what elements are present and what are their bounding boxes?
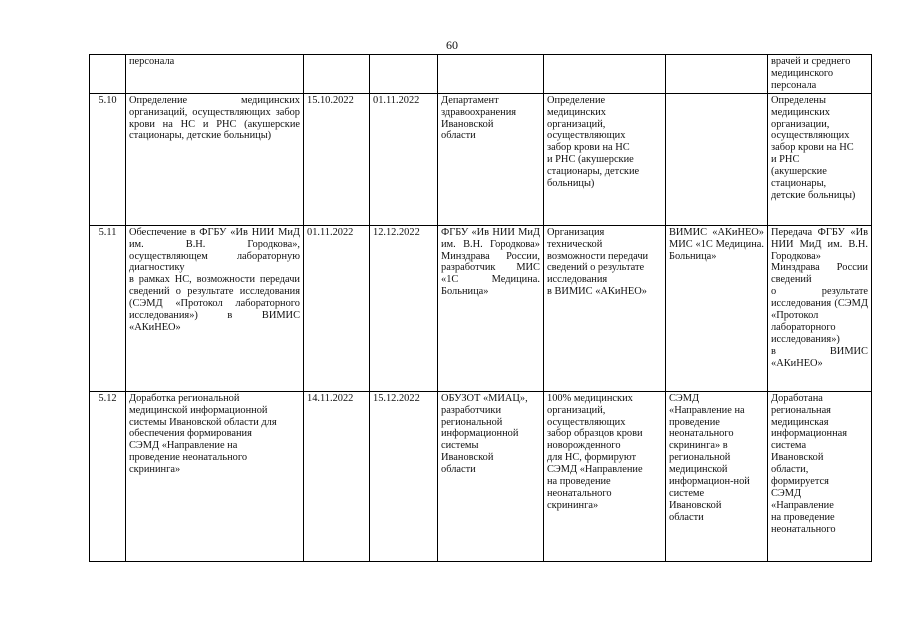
- responsible-cell: [438, 55, 544, 94]
- table-row: [90, 391, 872, 561]
- end-date-cell: 12.12.2022: [370, 225, 438, 391]
- item-number-cell: 5.12: [90, 391, 126, 561]
- responsible-cell: ОБУЗОТ «МИАЦ», разработчики региональной информационной системы Ивановской области: [438, 391, 544, 561]
- result-cell: Определены медицинских организации, осуществляющих забор крови на НС и РНС (акушерские стационары, детские больницы): [768, 93, 872, 225]
- indicator-cell: Определение медицинских организаций, осуществляющих забор крови на НС и РНС (акушерские стационары, детские больницы): [544, 93, 666, 225]
- indicator-cell: [544, 55, 666, 94]
- activity-cell: Обеспечение в ФГБУ «Ив НИИ МиД им. В.Н. Городкова», осуществляющем лабораторную диагностику в рамках НС, возможности передачи сведений о результате исследования (СЭМД «Протокол лабораторного исследования») в ВИМИС «АКиНЕО»: [126, 225, 304, 391]
- responsible-cell: Департамент здравоохранения Ивановской области: [438, 93, 544, 225]
- document-cell: ВИМИС «АКиНЕО» МИС «1С Медицина. Больница»: [666, 225, 768, 391]
- document-cell: [666, 93, 768, 225]
- indicator-cell: Организация технической возможности передачи сведений о результате исследования в ВИМИС «АКиНЕО»: [544, 225, 666, 391]
- result-cell: Передача ФГБУ «Ив НИИ МиД им. В.Н. Городкова» Минздрава России сведений о результате исследования (СЭМД «Протокол лабораторного исследования») в ВИМИС «АКиНЕО»: [768, 225, 872, 391]
- start-date-cell: 01.11.2022: [304, 225, 370, 391]
- end-date-cell: 01.11.2022: [370, 93, 438, 225]
- start-date-cell: 14.11.2022: [304, 391, 370, 561]
- start-date-cell: [304, 55, 370, 94]
- table-row: [90, 93, 872, 225]
- result-cell: врачей и среднего медицинского персонала: [768, 55, 872, 94]
- document-cell: СЭМД «Направление на проведение неонатального скрининга» в региональной медицинской информацион-ной системе Ивановской области: [666, 391, 768, 561]
- result-cell: Доработана региональная медицинская информационная система Ивановской области, формируется СЭМД «Направление на проведение неонатального: [768, 391, 872, 561]
- indicator-cell: 100% медицинских организаций, осуществляющих забор образцов крови новорожденного для НС, формируют СЭМД «Направление на проведение неонатального скрининга»: [544, 391, 666, 561]
- activity-cell: персонала: [126, 55, 304, 94]
- responsible-cell: ФГБУ «Ив НИИ МиД им. В.Н. Городкова» Минздрава России, разработчик МИС «1С Медицина. Больница»: [438, 225, 544, 391]
- end-date-cell: 15.12.2022: [370, 391, 438, 561]
- document-cell: [666, 55, 768, 94]
- activity-plan-table: [89, 54, 872, 562]
- item-number-cell: [90, 55, 126, 94]
- item-number-cell: 5.10: [90, 93, 126, 225]
- activity-cell: Определение медицинских организаций, осуществляющих забор крови на НС и РНС (акушерские стационары, детские больницы): [126, 93, 304, 225]
- table-row: [90, 225, 872, 391]
- activity-cell: Доработка региональной медицинской информационной системы Ивановской области для обеспечения формирования СЭМД «Направление на проведение неонатального скрининга»: [126, 391, 304, 561]
- end-date-cell: [370, 55, 438, 94]
- table-row: [90, 55, 872, 94]
- start-date-cell: 15.10.2022: [304, 93, 370, 225]
- item-number-cell: 5.11: [90, 225, 126, 391]
- page-number: 60: [446, 38, 458, 52]
